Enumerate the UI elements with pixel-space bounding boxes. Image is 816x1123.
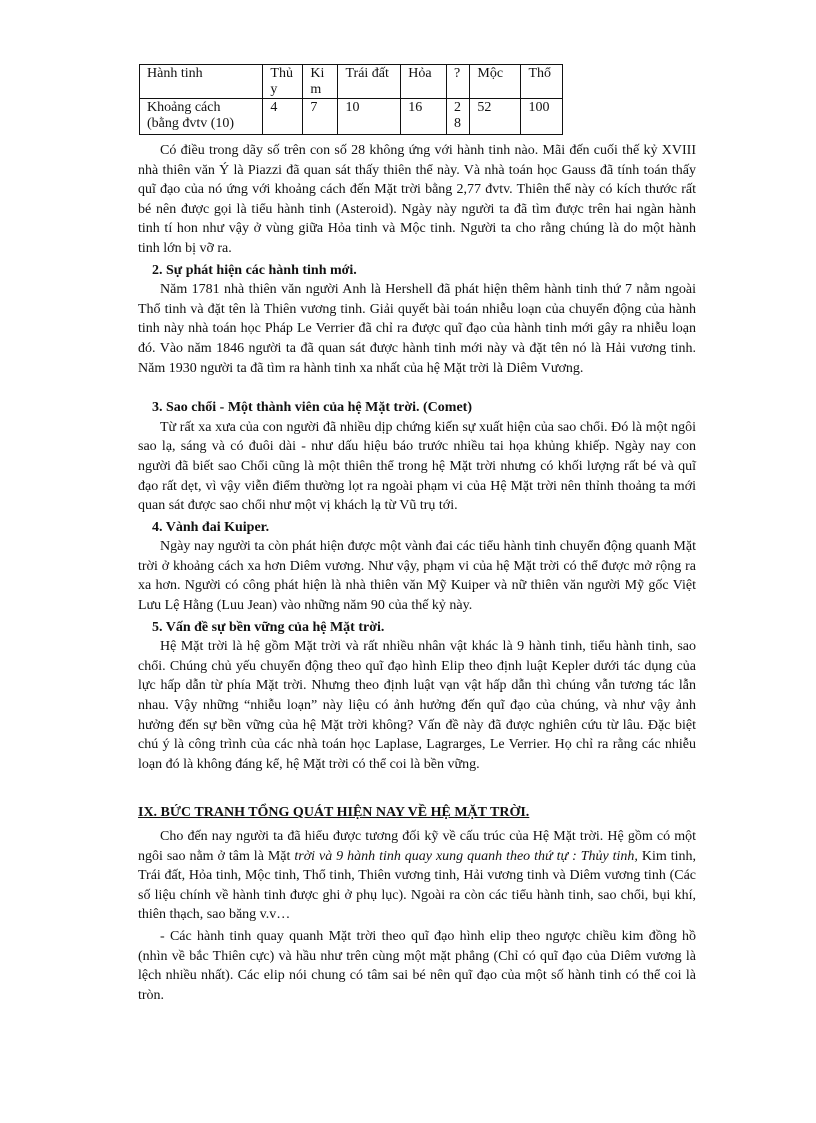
italic-text-run: trời và 9 hành tinh quay xung quanh theo thứ tự : Thủy tinh, xyxy=(294,848,638,864)
section-5-paragraph: Hệ Mặt trời là hệ gồm Mặt trời và rất nhiều nhân vật khác là 9 hành tinh, tiểu hành tinh, sao chổi. Chúng chủ yếu chuyển động theo quĩ đạo hình Elip theo định luật Kepler dưới tác dụng của lực hấp dẫn từ phía Mặt trời. Nhưng theo định luật vạn vật hấp dẫn thì chúng vẫn tương tác lẫn nhau. Vậy những “nhiễu loạn” này liệu có ảnh hưởng đến quĩ đạo của chúng, và như vậy ảnh hưởng đến sự bền vững của hệ Mặt trời không? Vấn đề này đã được nghiên cứu từ lâu. Đặc biệt chú ý là công trình của các nhà toán học Laplase, Lagrarges, Le Verrier. Họ chỉ ra rằng các nhiễu loạn đó là không đáng kể, hệ Mặt trời có thể coi là bền vững. xyxy=(138,639,696,772)
table-cell: 52 xyxy=(470,99,521,135)
table-cell: 4 xyxy=(263,99,303,135)
section-4-heading: 4. Vành đai Kuiper. xyxy=(152,519,270,535)
table-cell: Trái đất xyxy=(338,65,401,99)
section-3-paragraph: Từ rất xa xưa của con người đã nhiều dịp chứng kiến sự xuất hiện của sao chổi. Đó là một ngôi sao lạ, sáng và có đuôi dài - như dấu hiệu báo trước nhiều tai họa khủng khiếp. Ngày nay con người đã biết sao Chổi cũng là một thiên thể trong hệ Mặt trời nhưng có khối lượng rất bé và quĩ đạo rất dẹt, vì vậy viễn điểm thường lọt ra ngoài phạm vi của Hệ Mặt trời nên thỉnh thoảng ta mới quan sát được sao chổi như một vị khách lạ từ Vũ trụ tới. xyxy=(138,419,696,514)
text-run: Kim tinh, Trái đất, Hỏa tinh, Mộc tinh, Thổ tinh, Thiên vương tinh, Hải vương tinh và Diêm vương tinh (Các số liệu chính về hành tinh được ghi ở phụ lục). Ngoài ra còn các tiểu hành tinh, sao chổi, bụi khí, thiên thạch, sao băng v.v… xyxy=(138,848,696,923)
table-cell: Thủ y xyxy=(263,65,303,99)
section-ix-paragraph-1 xyxy=(138,827,696,925)
table-cell: Mộc xyxy=(470,65,521,99)
table-cell: 16 xyxy=(401,99,447,135)
section-5-heading: 5. Vấn đề sự bền vững của hệ Mặt trời. xyxy=(152,619,385,635)
text-run: Cho đến nay người ta đã hiểu được tương đối kỹ về cấu trúc của Hệ Mặt trời. Hệ gồm có một ngôi sao nằm ở tâm là Mặt xyxy=(138,829,696,864)
section-ix-heading: IX. BỨC TRANH TỔNG QUÁT HIỆN NAY VỀ HỆ MẶT TRỜI. xyxy=(138,805,530,821)
table-cell: Thổ xyxy=(521,65,563,99)
planet-distance-table xyxy=(139,64,563,135)
section-3-heading: 3. Sao chổi - Một thành viên của hệ Mặt trời. (Comet) xyxy=(152,400,472,416)
table-header-row xyxy=(140,65,563,99)
table-cell: Khoảng cách (bằng đvtv (10) xyxy=(140,99,263,135)
section-2-paragraph: Năm 1781 nhà thiên văn người Anh là Hershell đã phát hiện thêm hành tinh thứ 7 nằm ngoài Thổ tinh và đặt tên là Thiên vương tinh. Giải quyết bài toán nhiễu loạn của chuyển động của hành tinh này nhà toán học Pháp Le Verrier đã chỉ ra được quĩ đạo của hành tinh mới gây ra nhiễu loạn đó. Vào năm 1846 người ta đã quan sát được hành tinh mới này và đặt tên nó là Hải vương tinh. Năm 1930 người ta đã tìm ra hành tinh xa nhất của hệ Mặt trời là Diêm Vương. xyxy=(138,282,696,376)
table-cell: 2 8 xyxy=(447,99,470,135)
table-cell: 7 xyxy=(303,99,338,135)
section-4-paragraph: Ngày nay người ta còn phát hiện được một vành đai các tiểu hành tinh chuyển động quanh Mặt trời ở khoảng cách xa hơn Diêm vương. Như vậy, phạm vi của hệ Mặt trời có thể được mở rộng ra xa hơn. Người có công phát hiện là nhà thiên văn Mỹ Kuiper và nữ thiên văn người Mỹ gốc Việt Lưu Lệ Hằng (Luu Jean) vào những năm 90 của thế kỷ này. xyxy=(138,539,696,614)
table-cell: ? xyxy=(447,65,470,99)
section-2-heading: 2. Sự phát hiện các hành tinh mới. xyxy=(152,262,357,278)
intro-paragraph: Có điều trong dãy số trên con số 28 không ứng với hành tinh nào. Mãi đến cuối thế kỷ XVIII nhà thiên văn Ý là Piazzi đã quan sát thấy thiên thể này. Và nhà toán học Gauss đã tính toán thấy quĩ đạo của nó ứng với khoảng cách đến Mặt trời bằng 2,77 đvtv. Thiên thể này có kích thước rất bé nên được gọi là tiểu hành tinh (Asteroid). Ngày này người ta đã tìm được trên hai ngàn hành tinh tí hon như vậy ở vùng giữa Hỏa tinh và Mộc tinh. Người ta cho rằng chúng là do một hành tinh lớn bị vỡ ra. xyxy=(138,143,696,256)
table-cell: 100 xyxy=(521,99,563,135)
table-cell: Hỏa xyxy=(401,65,447,99)
table-cell: Hành tinh xyxy=(140,65,263,99)
table-row xyxy=(140,99,563,135)
table-cell: Ki m xyxy=(303,65,338,99)
section-ix-paragraph-2: - Các hành tinh quay quanh Mặt trời theo quĩ đạo hình elip theo ngược chiều kim đồng hồ (nhìn về bắc Thiên cực) và hầu như trên cùng một mặt phẳng (Chỉ có quĩ đạo của Diêm vương là lệch nhiều nhất). Các elip nói chung có tâm sai bé nên quĩ đạo của một số hành tinh có thể coi là tròn. xyxy=(138,928,696,1003)
document-page xyxy=(138,64,696,1005)
table-cell: 10 xyxy=(338,99,401,135)
